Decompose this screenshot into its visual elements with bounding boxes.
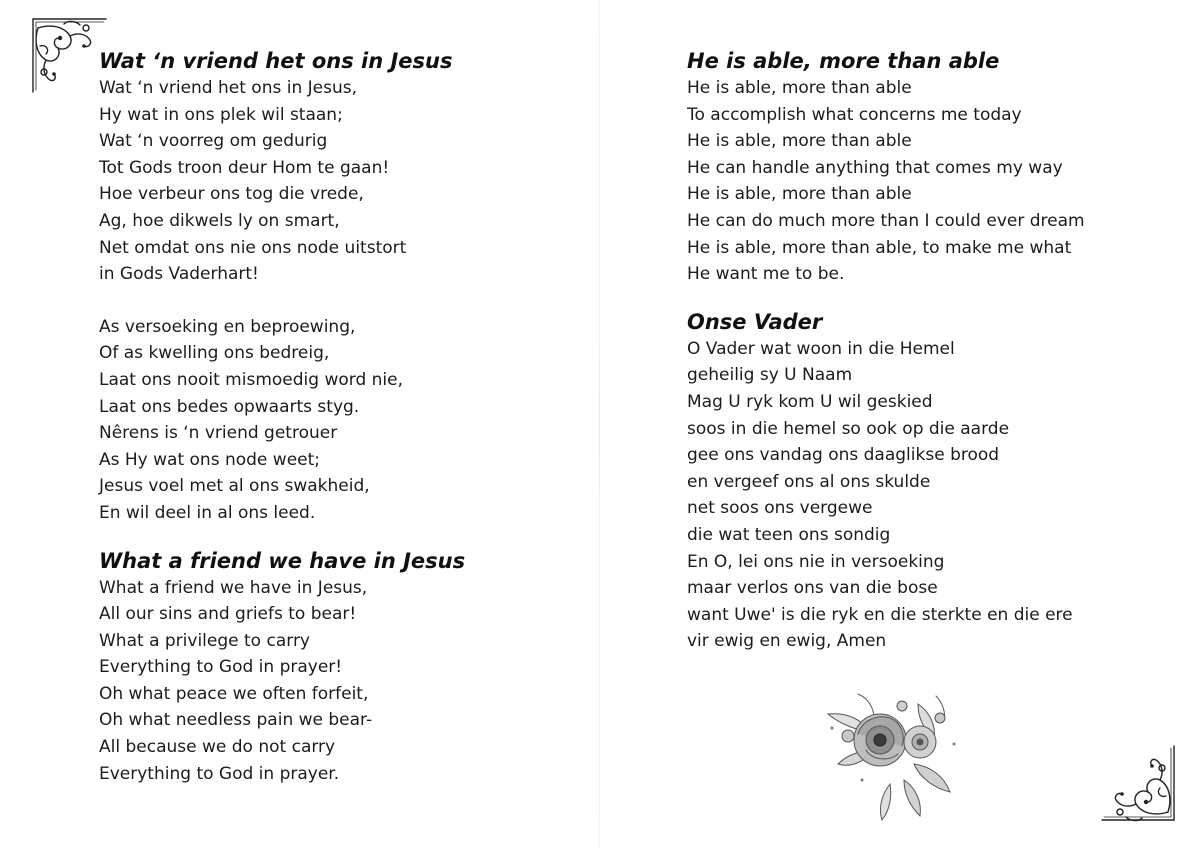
lyric-line: Oh what peace we often forfeit, — [99, 683, 369, 704]
prayer-line: maar verlos ons van die bose — [687, 578, 938, 599]
lyric-line: He can handle anything that comes my way — [687, 157, 1063, 178]
lyric-line: What a privilege to carry — [99, 630, 310, 651]
flower-bouquet-icon — [818, 684, 968, 824]
prayer-line: gee ons vandag ons daaglikse brood — [687, 445, 1000, 466]
corner-ornament-bottom-right-icon — [1098, 742, 1184, 826]
lyric-line: Everything to God in prayer. — [99, 763, 340, 784]
lyric-line: He is able, more than able — [687, 78, 912, 98]
hymn-english — [99, 547, 465, 788]
lyric-line: All our sins and griefs to bear! — [99, 604, 357, 625]
corner-ornament-top-left-icon — [24, 16, 110, 96]
lyric-line: He can do much more than I could ever dream — [687, 210, 1085, 231]
prayer-line: Mag U ryk kom U wil geskied — [687, 391, 933, 412]
prayer-title: Onse Vader — [687, 309, 823, 334]
right-column — [687, 47, 1085, 655]
prayer-line: en vergeef ons al ons skulde — [687, 471, 931, 492]
prayer-line: En O, lei ons nie in versoeking — [687, 551, 945, 572]
hymn-title: He is able, more than able — [687, 49, 1000, 73]
left-column — [99, 47, 465, 787]
prayer-line: want Uwe' is die ryk en die sterkte en die ere — [687, 604, 1073, 625]
lyric-line: As versoeking en beproewing, — [99, 316, 356, 337]
lyric-line: As Hy wat ons node weet; — [99, 449, 321, 470]
prayer-line: vir ewig en ewig, Amen — [687, 631, 887, 652]
stanza — [99, 314, 465, 527]
lyric-line: Wat ‘n vriend het ons in Jesus, — [99, 78, 357, 98]
lyric-line: Ag, hoe dikwels ly on smart, — [99, 210, 340, 231]
lyric-line: Wat ‘n voorreg om gedurig — [99, 131, 328, 152]
lyric-line: All because we do not carry — [99, 737, 336, 758]
lyric-line: Tot Gods troon deur Hom te gaan! — [99, 157, 390, 178]
lyric-line: He want me to be. — [687, 264, 845, 285]
lyric-line: Everything to God in prayer! — [99, 657, 343, 678]
lyric-line: To accomplish what concerns me today — [687, 104, 1022, 125]
stanza — [99, 575, 465, 788]
prayer-line: geheilig sy U Naam — [687, 365, 853, 386]
lyric-line: En wil deel in al ons leed. — [99, 502, 316, 523]
lyric-line: Jesus voel met al ons swakheid, — [99, 476, 370, 497]
lyric-line: He is able, more than able — [687, 184, 912, 205]
lyric-line: Net omdat ons nie ons node uitstort — [99, 237, 407, 258]
lyric-line: Of as kwelling ons bedreig, — [99, 343, 330, 364]
lyric-line: Oh what needless pain we bear- — [99, 710, 373, 731]
hymn-title: Wat ‘n vriend het ons in Jesus — [99, 49, 453, 73]
hymn-afrikaans — [99, 47, 465, 527]
hymn-able — [687, 47, 1085, 288]
prayer-line: O Vader wat woon in die Hemel — [687, 338, 955, 359]
lyric-line: What a friend we have in Jesus, — [99, 577, 368, 598]
prayer-line: die wat teen ons sondig — [687, 524, 891, 545]
lyric-line: Laat ons nooit mismoedig word nie, — [99, 369, 403, 390]
lyric-line: He is able, more than able, to make me what — [687, 237, 1072, 258]
stanza — [99, 75, 465, 288]
prayer-onse-vader — [687, 308, 1085, 655]
lyric-line: Nêrens is ‘n vriend getrouer — [99, 423, 338, 444]
stanza — [687, 75, 1085, 288]
lyric-line: He is able, more than able — [687, 131, 912, 152]
hymn-title: What a friend we have in Jesus — [99, 548, 466, 573]
lyric-line: Laat ons bedes opwaarts styg. — [99, 396, 360, 417]
lyric-line: in Gods Vaderhart! — [99, 264, 259, 285]
prayer-line: net soos ons vergewe — [687, 498, 873, 519]
stanza — [687, 336, 1085, 655]
lyric-line: Hy wat in ons plek wil staan; — [99, 104, 343, 125]
prayer-line: soos in die hemel so ook op die aarde — [687, 418, 1010, 439]
lyric-line: Hoe verbeur ons tog die vrede, — [99, 184, 364, 205]
page-fold — [599, 0, 600, 849]
